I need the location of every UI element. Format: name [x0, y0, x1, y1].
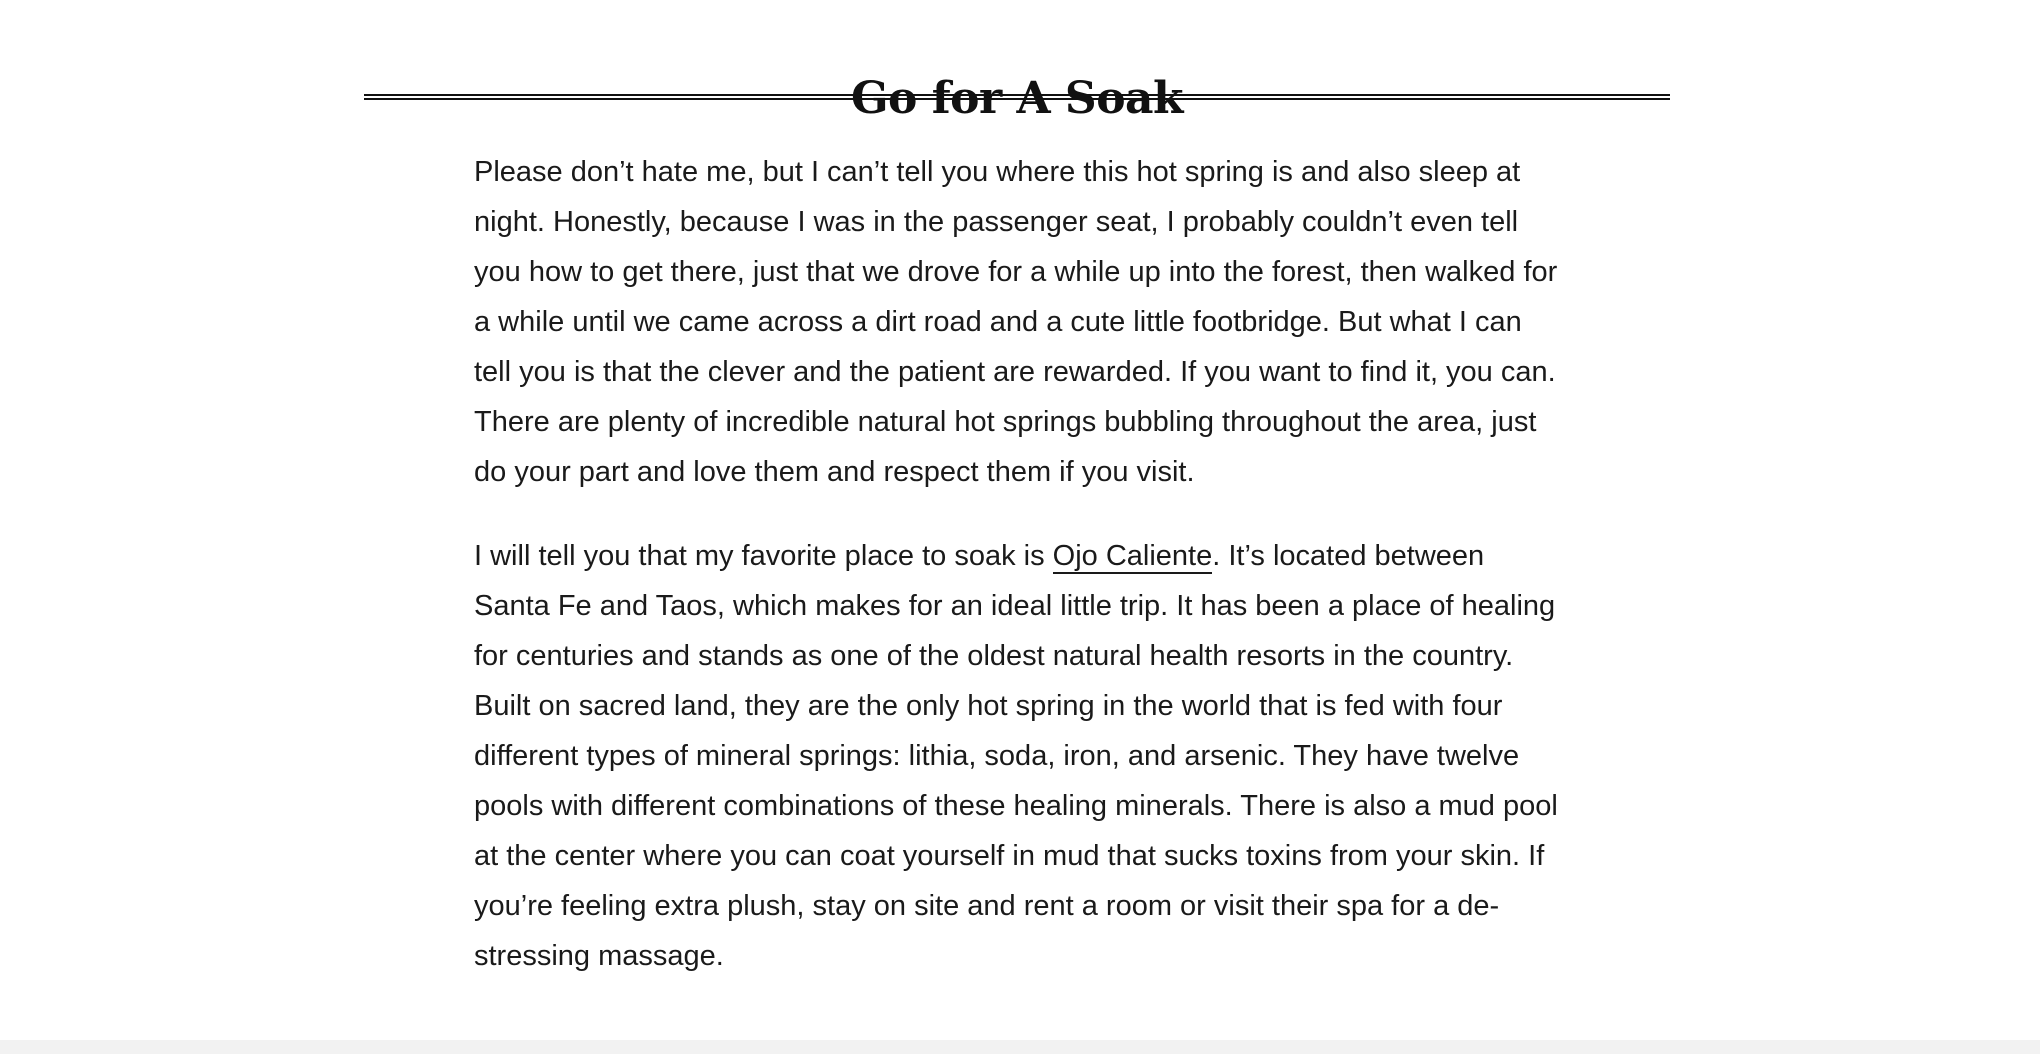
- paragraph-1: Please don’t hate me, but I can’t tell you where this hot spring is and also sleep at night. Honestly, because I was in the passenger seat, I probably couldn’t even tell you how to get there, just that we drove for a while up into the forest, then walked for a while until we came across a dirt road and a cute little footbridge. But what I can tell you is that the clever and the patient are rewarded. If you want to find it, you can. There are plenty of incredible natural hot springs bubbling throughout the area, just do your part and love them and respect them if you visit.: [474, 156, 1558, 488]
- paragraph-2-text-start: I will tell you that my favorite place to soak is: [474, 540, 1053, 572]
- ojo-caliente-link[interactable]: Ojo Caliente: [1052, 540, 1213, 572]
- paragraph-2-text-end: . It’s located between Santa Fe and Taos, which makes for an ideal little trip. It has been a place of healing for centuries and stands as one of the oldest natural health resorts in the country. Built on sacred land, they are the only hot spring in the world that is fed with four different types of mineral springs: lithia, soda, iron, and arsenic. They have twelve pools with different combinations of these healing minerals. There is also a mud pool at the center where you can coat yourself in mud that sucks toxins from your skin. If you’re feeling extra plush, stay on site and rent a room or visit their spa for a de-stressing massage.: [474, 540, 1558, 972]
- section-title: Go for A Soak: [850, 72, 1184, 124]
- bottom-edge-band: [0, 1040, 2040, 1054]
- heading-divider-top: [364, 94, 1670, 96]
- heading-divider-bottom: [364, 98, 1670, 100]
- paragraph-2: [474, 531, 1564, 981]
- article-body: [474, 147, 1564, 1015]
